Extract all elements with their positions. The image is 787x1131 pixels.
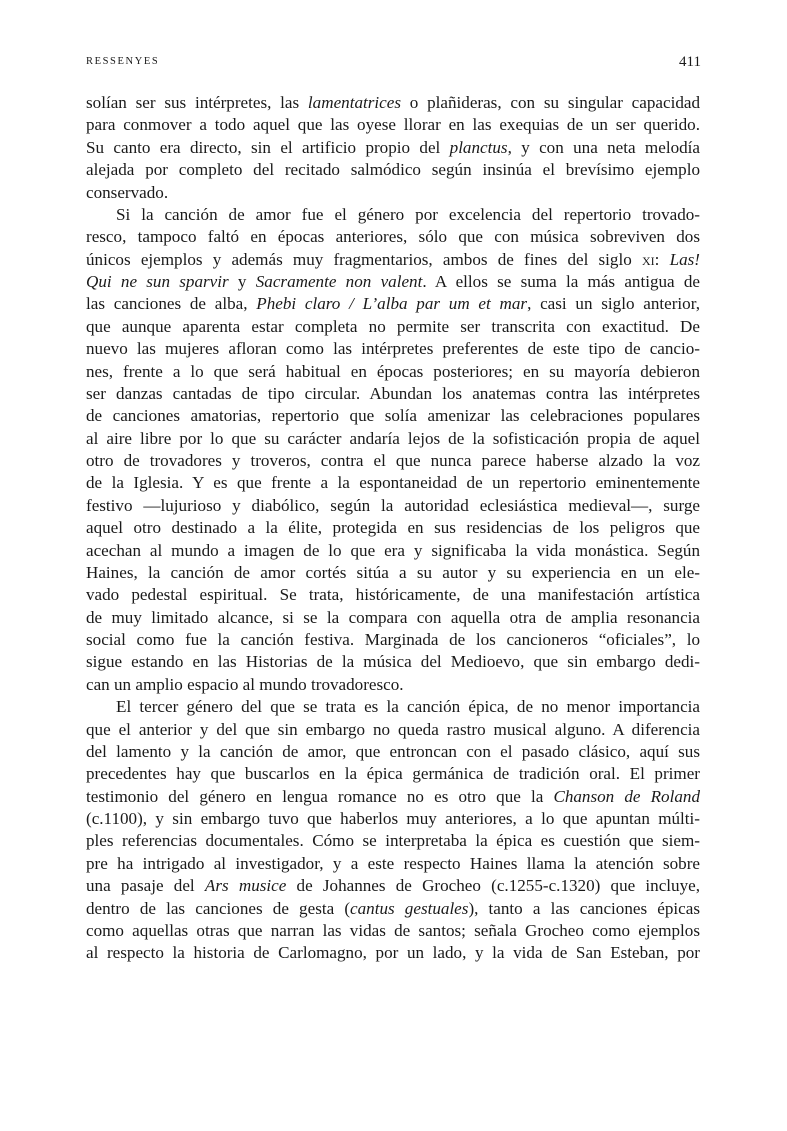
italic-term: Qui ne sun sparvir xyxy=(86,272,229,291)
italic-term: Sacramente non valent xyxy=(255,272,423,291)
text-line xyxy=(86,450,700,472)
italic-term: planctus xyxy=(449,137,508,157)
text-segment: o plañideras, con su singular capacidad xyxy=(400,93,700,112)
text-segment: conservado. xyxy=(86,182,169,202)
text-segment: de la Iglesia. Y es que frente a la espontaneidad de un repertorio eminentemente xyxy=(86,473,700,493)
section-label: RESSENYES xyxy=(86,56,160,67)
text-line xyxy=(86,405,700,427)
text-line xyxy=(86,898,700,920)
text-line xyxy=(86,942,700,964)
text-line xyxy=(86,293,700,315)
text-segment: Haines, la canción de amor cortés sitúa a su autor y su experiencia en un ele- xyxy=(86,562,700,582)
text-line xyxy=(86,249,700,271)
text-segment: can un amplio espacio al mundo trovadoresco. xyxy=(86,674,404,694)
text-segment: El tercer género del que se trata es la canción épica, de no menor importancia xyxy=(116,697,700,717)
text-segment: para conmover a todo aquel que las oyese llorar en las exequias de un ser querido. xyxy=(86,115,700,135)
text-segment: . A ellos se suma la más antigua de xyxy=(422,272,700,291)
text-line xyxy=(86,383,700,405)
small-caps-numeral: xi xyxy=(641,249,655,269)
text-line xyxy=(86,517,700,539)
text-segment: , y con una neta melodía xyxy=(507,137,700,157)
text-line xyxy=(86,316,700,338)
text-line xyxy=(86,338,700,360)
italic-term: Las! xyxy=(669,249,700,269)
italic-term: Ars musice xyxy=(204,876,287,896)
text-segment: otro de trovadores y troveros, contra el que nunca parece haberse alzado la voz xyxy=(86,451,700,470)
text-line xyxy=(86,808,700,830)
text-line xyxy=(86,540,700,562)
text-line xyxy=(86,584,700,606)
text-segment: , casi un siglo anterior, xyxy=(527,294,700,314)
text-line xyxy=(86,786,700,808)
italic-term: lamentatrices xyxy=(307,93,401,112)
text-segment: y xyxy=(228,272,256,291)
text-segment: nes, frente a lo que será habitual en épocas posteriores; en su mayoría debieron xyxy=(86,361,700,381)
body-text xyxy=(86,92,700,965)
text-line xyxy=(86,853,700,875)
text-segment: dentro de las canciones de gesta ( xyxy=(86,898,351,918)
text-segment: del lamento y la canción de amor, que entroncan con el pasado clásico, aquí sus xyxy=(86,741,700,761)
text-segment: alejada por completo del recitado salmódico según insinúa el brevísimo ejemplo xyxy=(86,160,700,180)
text-segment: de Johannes de Grocheo (c.1255-c.1320) que incluye, xyxy=(286,876,700,896)
text-segment: que aunque aparenta estar completa no permite ser transcrita con exactitud. De xyxy=(86,316,700,336)
text-line xyxy=(86,607,700,629)
text-line xyxy=(86,361,700,383)
text-segment: que el anterior y del que sin embargo no queda rastro musical alguno. A diferencia xyxy=(86,719,700,739)
text-line xyxy=(86,114,700,136)
text-line xyxy=(86,875,700,897)
text-line xyxy=(86,719,700,741)
text-line xyxy=(86,830,700,852)
text-segment: ser danzas cantadas de tipo circular. Abundan los anatemas contra las intérpretes xyxy=(86,383,700,403)
text-segment: nuevo las mujeres afloran como las intérpretes preferentes de este tipo de cancio- xyxy=(86,339,700,359)
text-line xyxy=(86,92,700,114)
text-segment: aquel otro destinado a la élite, protegida en sus residencias de los peligros que xyxy=(86,518,700,538)
text-segment: precedentes hay que buscarlos en la épica germánica de tradición oral. El primer xyxy=(86,764,700,784)
text-segment: de canciones amatorias, repertorio que solía amenizar las celebraciones populares xyxy=(86,406,700,426)
italic-term: Chanson de Roland xyxy=(553,786,700,806)
text-segment: solían ser sus intérpretes, las xyxy=(86,93,308,112)
text-segment: vado pedestal espiritual. Se trata, históricamente, de una manifestación artística xyxy=(86,585,700,605)
italic-term: cantus gestuales xyxy=(350,898,469,918)
text-segment: social como fue la canción festiva. Marginada de los cancioneros “oficiales”, lo xyxy=(86,630,700,649)
text-segment: : xyxy=(654,249,670,269)
running-head xyxy=(86,54,701,74)
text-segment: de muy limitado alcance, si se la compara con aquella otra de amplia resonancia xyxy=(86,607,700,627)
page-number: 411 xyxy=(679,54,701,70)
text-segment: ), tanto a las canciones épicas xyxy=(468,898,700,918)
text-line xyxy=(86,271,700,293)
text-segment: acechan al mundo a imagen de lo que era y significaba la vida monástica. Según xyxy=(86,540,700,560)
text-segment: Su canto era directo, sin el artificio propio del xyxy=(86,137,450,157)
text-line xyxy=(86,428,700,450)
text-line xyxy=(86,137,700,159)
text-segment: ples referencias documentales. Cómo se interpretaba la épica es cuestión que siem- xyxy=(86,831,700,851)
text-line xyxy=(86,182,700,204)
text-line xyxy=(86,651,700,673)
text-line xyxy=(86,763,700,785)
text-line xyxy=(86,920,700,942)
text-line xyxy=(86,495,700,517)
text-segment: Si la canción de amor fue el género por excelencia del repertorio trovado- xyxy=(116,204,700,224)
text-segment: las canciones de alba, xyxy=(86,294,257,314)
text-line xyxy=(86,159,700,181)
text-segment: festivo —lujurioso y diabólico, según la autoridad eclesiástica medieval—, surge xyxy=(86,495,700,515)
text-segment: como aquellas otras que narran las vidas de santos; señala Grocheo como ejemplos xyxy=(86,920,700,940)
text-segment: únicos ejemplos y además muy fragmentarios, ambos de fines del siglo xyxy=(86,249,642,269)
text-segment: resco, tampoco faltó en épocas anteriores, sólo que con música sobreviven dos xyxy=(86,227,700,247)
text-segment: sigue estando en las Historias de la música del Medioevo, que sin embargo dedi- xyxy=(86,652,700,672)
text-segment: una pasaje del xyxy=(86,876,205,896)
text-segment: testimonio del género en lengua romance no es otro que la xyxy=(86,786,554,806)
text-segment: (c.1100), y sin embargo tuvo que haberlos muy anteriores, a lo que apuntan múlti- xyxy=(86,809,700,828)
text-segment: pre ha intrigado al investigador, y a este respecto Haines llama la atención sobre xyxy=(86,853,700,873)
text-line xyxy=(86,472,700,494)
text-line xyxy=(86,226,700,248)
text-line xyxy=(86,741,700,763)
text-line xyxy=(86,204,700,226)
text-line xyxy=(86,629,700,651)
text-line xyxy=(86,696,700,718)
italic-term: Phebi claro / L’alba par um et mar xyxy=(256,294,528,314)
text-line xyxy=(86,562,700,584)
text-line xyxy=(86,674,700,696)
text-segment: al respecto la historia de Carlomagno, por un lado, y la vida de San Esteban, por xyxy=(86,943,700,963)
text-segment: al aire libre por lo que su carácter andaría lejos de la sofisticación propia de aquel xyxy=(86,428,700,448)
